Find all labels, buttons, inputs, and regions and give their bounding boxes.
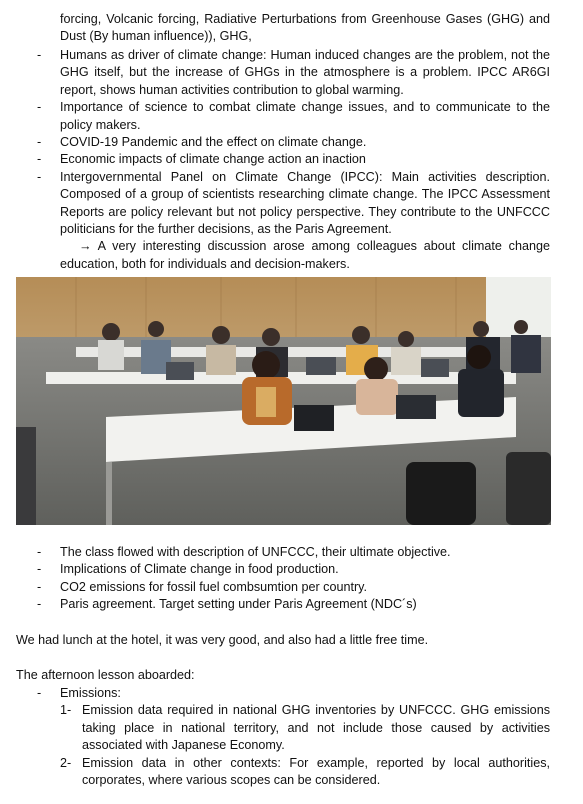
numbered-item-text: Emission data required in national GHG inventories by UNFCCC. GHG emissions taking place in national territory, and not include those caused by activities associated with Japanese Economy. xyxy=(82,703,550,753)
list-item xyxy=(0,579,583,596)
top-bullet-list xyxy=(0,47,583,273)
list-item xyxy=(0,47,583,99)
lunch-paragraph: We had lunch at the hotel, it was very good, and also had a little free time. xyxy=(16,633,429,647)
list-item-text: COVID-19 Pandemic and the effect on climate change. xyxy=(60,135,367,150)
list-continuation: forcing, Volcanic forcing, Radiative Perturbations from Greenhouse Gases (GHG) and Dust (By human influence)), GHG, xyxy=(60,12,550,44)
list-item xyxy=(0,544,583,561)
numbered-item xyxy=(0,702,583,754)
list-item-text: Humans as driver of climate change: Human induced changes are the problem, not the GHG itself, but the increase of GHGs in the atmosphere is a problem. IPCC AR6GI report, shows human activities contribution to global warming. xyxy=(60,48,550,97)
bullet-dash: - xyxy=(37,597,42,612)
classroom-photo-icon xyxy=(16,277,551,525)
list-item-text: Intergovernmental Panel on Climate Change (IPCC): Main activities description. Composed of a group of scientists researching climate change. The IPCC Assessment Reports are policy relevant but not policy perspective. They contribute to the UNFCCC politicians for the further decisions, as the Paris Agreement. xyxy=(60,169,550,237)
bullet-dash: - xyxy=(37,48,42,62)
list-item xyxy=(0,99,583,134)
list-item-text: Importance of science to combat climate change issues, and to communicate to the policy makers. xyxy=(60,100,550,132)
bullet-dash: - xyxy=(37,169,42,184)
bullet-dash: - xyxy=(37,686,42,700)
afternoon-list xyxy=(0,685,583,789)
list-item-text: Paris agreement. Target setting under Paris Agreement (NDC´s) xyxy=(60,597,417,612)
list-item-text: Emissions: xyxy=(60,686,121,700)
bullet-dash: - xyxy=(37,545,42,559)
bullet-dash: - xyxy=(37,562,42,577)
list-item xyxy=(0,151,583,168)
bullet-dash: - xyxy=(37,100,42,115)
bullet-dash: - xyxy=(37,152,42,167)
list-item-text: CO2 emissions for fossil fuel combsumtion per country. xyxy=(60,579,368,594)
classroom-photo xyxy=(16,277,551,525)
list-item xyxy=(0,134,583,151)
list-item xyxy=(0,169,583,239)
middle-bullet-list xyxy=(0,544,583,614)
item-number: 2- xyxy=(60,755,72,770)
numbered-item xyxy=(0,755,583,790)
numbered-item-text: Emission data in other contexts: For example, reported by local authorities, corporates, where various scopes can be considered. xyxy=(82,755,550,788)
bullet-dash: - xyxy=(37,135,42,150)
list-item-text: The class flowed with description of UNFCCC, their ultimate objective. xyxy=(60,545,451,559)
bullet-dash: - xyxy=(37,579,42,594)
list-item xyxy=(0,561,583,578)
list-item xyxy=(0,596,583,613)
item-number: 1- xyxy=(60,703,72,718)
list-item xyxy=(0,685,583,702)
list-item-text: Implications of Climate change in food production. xyxy=(60,562,339,577)
list-item-text: Economic impacts of climate change action an inaction xyxy=(60,152,366,167)
afternoon-intro: The afternoon lesson aboarded: xyxy=(16,668,195,682)
arrow-note: → A very interesting discussion arose among colleagues about climate change education, both for individuals and decision-makers. xyxy=(60,239,550,271)
